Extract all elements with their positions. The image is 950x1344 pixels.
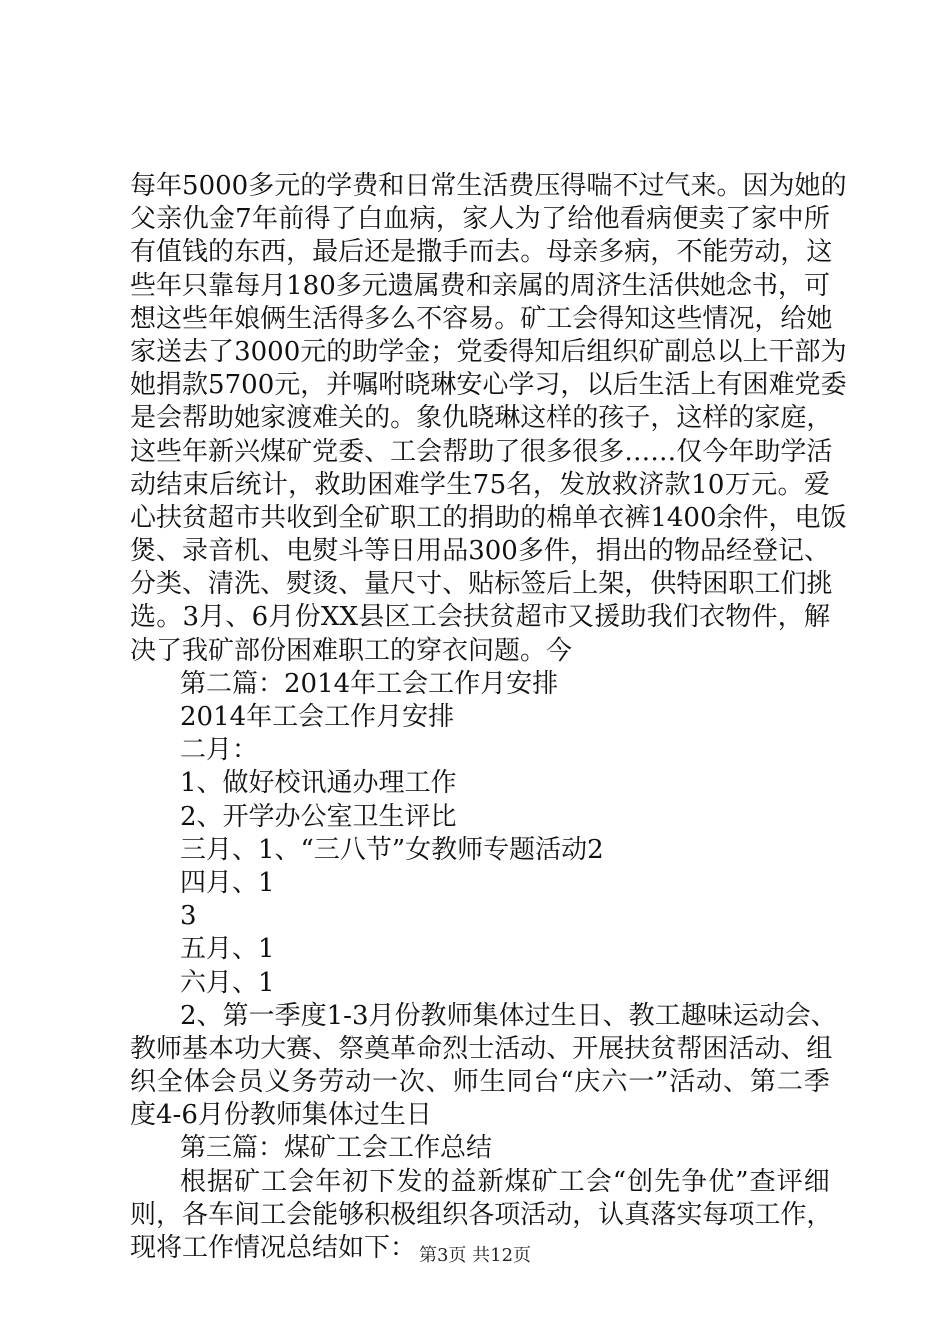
section-heading: 第三篇：煤矿工会工作总结 (180, 1133, 493, 1164)
paragraph-line: 分 类 、 清 洗 、 熨 烫 、 量 尺 寸 、 贴 标 签 后 上 架 ， 供 特 困 职 工 们 挑 (130, 569, 833, 600)
paragraph-line: 家 送 去 了 3 0 0 0 元 的 助 学 金 ； 党 委 得 知 后 组 织 矿 副 总 以 上 干 部 为 (130, 336, 847, 367)
paragraph-line: 每 年 5 0 0 0 多 元 的 学 费 和 日 常 生 活 费 压 得 喘 不 过 气 来 。 因 为 她 的 (130, 171, 847, 201)
paragraph-line: 现将工作情况总结如下： (130, 1233, 417, 1263)
paragraph-line: 动 结 束 后 统 计 ， 救 助 困 难 学 生 7 5 名 ， 发 放 救 济 款 1 0 万 元 。 爱 (130, 469, 830, 500)
paragraph-line: 她 捐 款 5 7 0 0 元 ， 并 嘱 咐 晓 琳 安 心 学 习 ， 以 后 生 活 上 有 困 难 党 委 (130, 370, 847, 401)
paragraph-line: 有 值 钱 的 东 西 ， 最 后 还 是 撒 手 而 去 。 母 亲 多 病 ， 不 能 劳 动 ， 这 (130, 237, 833, 268)
paragraph-line: 些 年 只 靠 每 月 1 8 0 多 元 遗 属 费 和 亲 属 的 周 济 生 活 供 她 念 书 ， 可 (130, 270, 831, 301)
paragraph-line: 教 师 基 本 功 大 赛 、 祭 奠 革 命 烈 士 活 动 、 开 展 扶 贫 帮 困 活 动 、 组 (130, 1033, 833, 1064)
paragraph-line: 选 。 3 月 、 6 月 份 X X 县 区 工 会 扶 贫 超 市 又 援 助 我 们 衣 物 件 ， 解 (130, 602, 830, 633)
paragraph-line: 父 亲 仇 金 7 年 前 得 了 白 血 病 ， 家 人 为 了 给 他 看 病 便 卖 了 家 中 所 (130, 204, 830, 235)
list-item: 2、开学办公室卫生评比 (180, 801, 457, 832)
paragraph-line: 织 全 体 会 员 义 务 劳 动 一 次 、 师 生 同 台 “ 庆 六 一 ” 活 动 、 第 二 季 (130, 1067, 830, 1098)
paragraph-line: 度4-6月份教师集体过生日 (130, 1100, 432, 1131)
document-body (130, 170, 847, 1265)
page-indicator: 第3页 共12页 (418, 1245, 532, 1266)
paragraph-line: 决了我矿部份困难职工的穿衣问题。今 (130, 635, 573, 666)
list-item: 1、做好校讯通办理工作 (180, 768, 457, 799)
paragraph-line: 这 些 年 新 兴 煤 矿 党 委 、 工 会 帮 助 了 很 多 很 多 … … 仅 今 年 助 学 活 (130, 436, 833, 467)
month-label: 三月、1、“三八节”女教师专题活动2 (180, 834, 604, 865)
paragraph-line: 则 ， 各 车 间 工 会 能 够 积 极 组 织 各 项 活 动 ， 认 真 落 实 每 项 工 作 ， (130, 1199, 833, 1230)
month-label: 二月： (180, 735, 259, 766)
paragraph-line: 2 、 第 一 季 度 1 - 3 月 份 教 师 集 体 过 生 日 、 教 工 趣 味 运 动 会 、 (180, 1000, 837, 1031)
list-item: 3 (180, 901, 197, 932)
paragraph-line: 是 会 帮 助 她 家 渡 难 关 的 。 象 仇 晓 琳 这 样 的 孩 子 ， 这 样 的 家 庭 ， (130, 403, 833, 434)
month-label: 六月、1 (180, 967, 275, 998)
section-title: 2014年工会工作月安排 (180, 702, 455, 732)
section-heading: 第二篇：2014年工会工作月安排 (180, 668, 559, 699)
paragraph-line: 心 扶 贫 超 市 共 收 到 全 矿 职 工 的 捐 助 的 棉 单 衣 裤 1 4 0 0 余 件 ， 电 饭 (130, 502, 847, 533)
paragraph-line: 煲 、 录 音 机 、 电 熨 斗 等 日 用 品 3 0 0 多 件 ， 捐 出 的 物 品 经 登 记 、 (130, 536, 831, 567)
month-label: 四月、1 (180, 867, 275, 898)
paragraph-line: 根 据 矿 工 会 年 初 下 发 的 益 新 煤 矿 工 会 “ 创 先 争 优 ” 查 评 细 (180, 1166, 830, 1197)
month-label: 五月、1 (180, 934, 275, 965)
paragraph-line: 想 这 些 年 娘 俩 生 活 得 多 么 不 容 易 。 矿 工 会 得 知 这 些 情 况 ， 给 她 (130, 303, 833, 334)
